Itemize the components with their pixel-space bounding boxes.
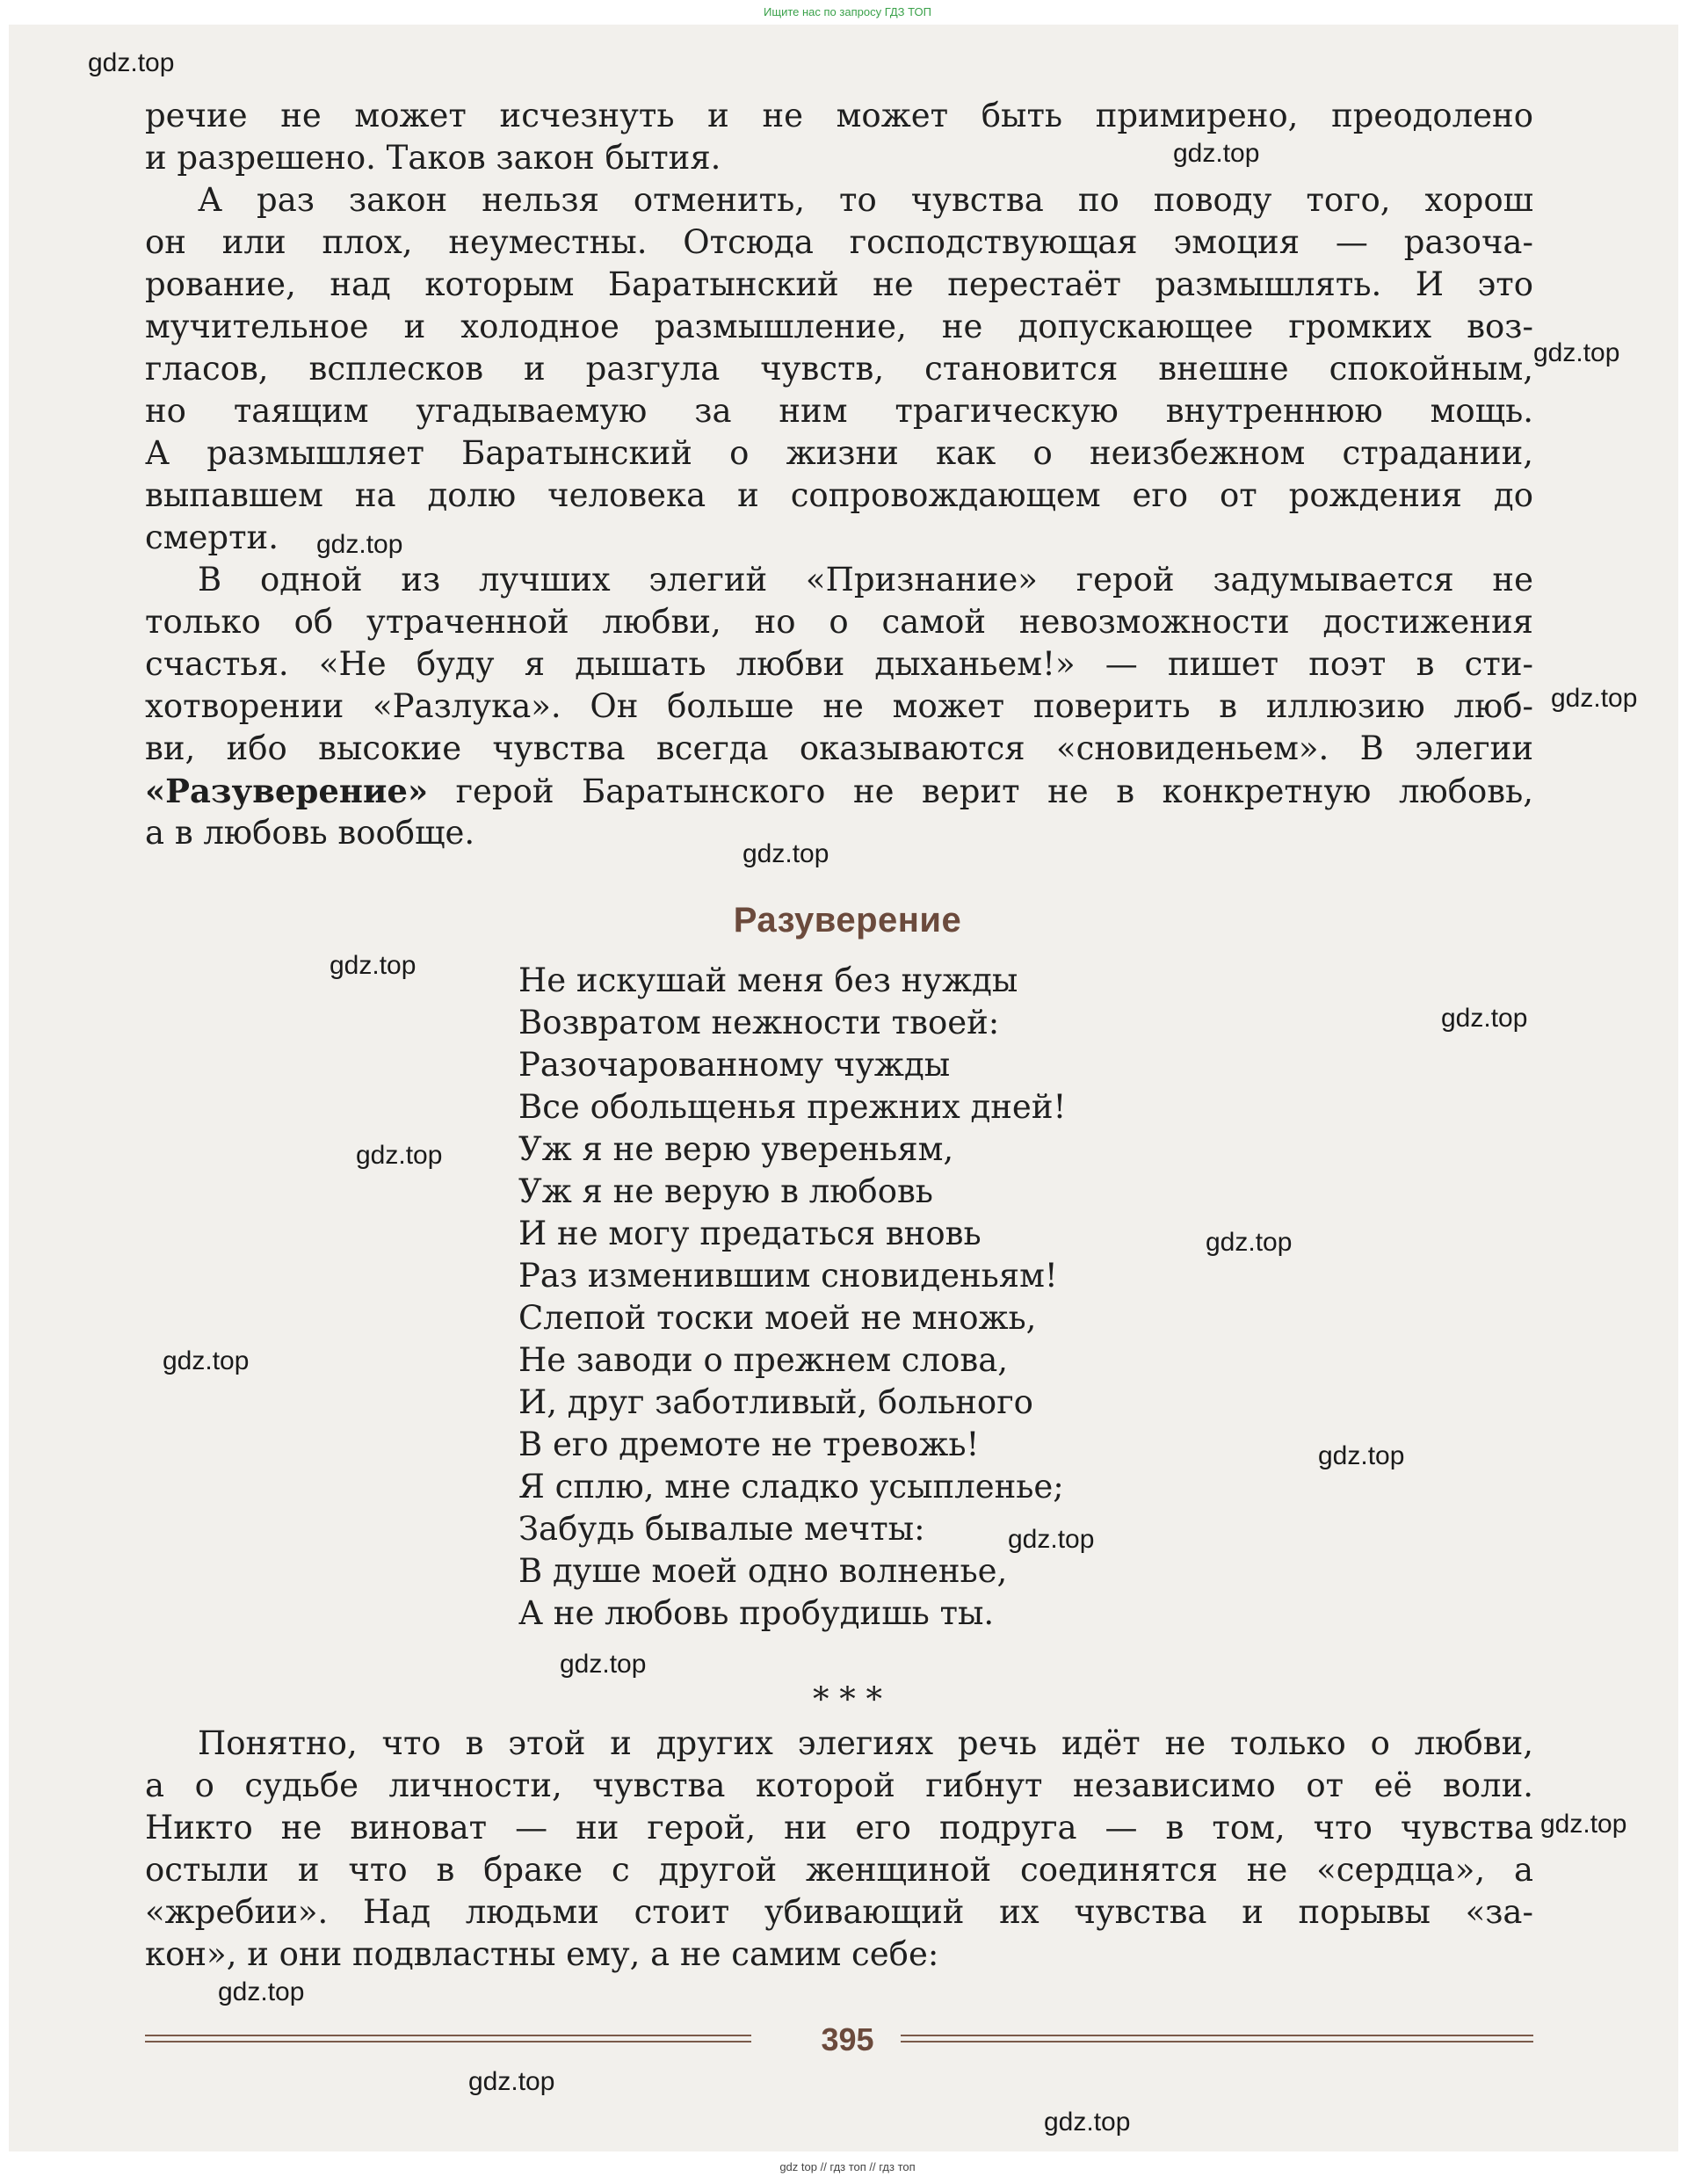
poem-line: Забудь бывалые мечты: <box>518 1510 925 1548</box>
section-separator: * * * <box>812 1680 883 1718</box>
text-line: рование, над которым Баратынский не перестаёт размышлять. И это <box>145 265 1533 303</box>
poem-line: Уж я не верю увереньям, <box>518 1130 954 1168</box>
text-fragment: герой Баратынского не верит не в конкретную любовь, <box>428 773 1533 810</box>
text-line: а в любовь вообще. <box>145 814 475 852</box>
text-line: хотворении «Разлука». Он больше не может поверить в иллюзию люб- <box>145 687 1533 725</box>
text-line: гласов, всплесков и разгула чувств, становится внешне спокойным, <box>145 350 1533 388</box>
text-line: А размышляет Баратынский о жизни как о неизбежном страдании, <box>145 434 1533 472</box>
text-line: мучительное и холодное размышление, не допускающее громких воз- <box>145 308 1533 345</box>
watermark: gdz.top <box>1533 338 1620 367</box>
poem-line: В душе моей одно волненье, <box>518 1552 1008 1590</box>
text-line: он или плох, неуместны. Отсюда господствующая эмоция — разоча- <box>145 223 1533 261</box>
text-line: А раз закон нельзя отменить, то чувства по поводу того, хорош <box>198 181 1533 219</box>
text-line: Никто не виноват — ни герой, ни его подруга — в том, что чувства <box>145 1809 1533 1847</box>
watermark: gdz.top <box>356 1141 443 1170</box>
text-line: В одной из лучших элегий «Признание» герой задумывается не <box>198 561 1533 599</box>
text-line: «жребии». Над людьми стоит убивающий их чувства и порывы «за- <box>145 1893 1533 1931</box>
watermark: gdz.top <box>163 1346 250 1375</box>
text-line <box>145 770 1533 812</box>
text-line: кон», и они подвластны ему, а не самим себе: <box>145 1935 939 1973</box>
text-line: только об утраченной любви, но о самой невозможности достижения <box>145 603 1533 641</box>
text-line: речие не может исчезнуть и не может быть примирено, преодолено <box>145 97 1533 134</box>
watermark: gdz.top <box>1206 1228 1293 1257</box>
text-line: Понятно, что в этой и других элегиях речь идёт не только о любви, <box>198 1724 1533 1762</box>
watermark: gdz.top <box>1173 139 1260 168</box>
poem-title-reference: «Разуверение» <box>145 772 429 810</box>
watermark: gdz.top <box>742 839 829 868</box>
text-line: ви, ибо высокие чувства всегда оказываются «сновиденьем». В элегии <box>145 729 1533 767</box>
watermark: gdz.top <box>1008 1525 1095 1554</box>
poem-line: Уж я не верую в любовь <box>518 1172 933 1210</box>
watermark: gdz.top <box>218 1977 305 2006</box>
page-number: 395 <box>821 2021 874 2057</box>
poem-line: А не любовь пробудишь ты. <box>518 1594 995 1632</box>
poem-line: Раз изменившим сновиденьям! <box>518 1257 1058 1295</box>
text-line: но таящим угадываемую за ним трагическую внутреннюю мощь. <box>145 392 1533 430</box>
watermark: gdz.top <box>1551 684 1638 713</box>
watermark: gdz.top <box>316 530 403 559</box>
poem-line: Не заводи о прежнем слова, <box>518 1341 1009 1379</box>
poem-line: Я сплю, мне сладко усыпленье; <box>518 1468 1064 1506</box>
poem-line: Все обольщенья прежних дней! <box>518 1088 1067 1126</box>
watermark: gdz.top <box>560 1650 647 1679</box>
watermark: gdz.top <box>1540 1810 1627 1839</box>
poem-line: В его дремоте не тревожь! <box>518 1426 980 1463</box>
text-line: смерти. <box>145 519 279 556</box>
poem-line: Не искушай меня без нужды <box>518 961 1018 999</box>
top-banner[interactable]: Ищите нас по запросу ГДЗ ТОП <box>764 5 931 18</box>
watermark: gdz.top <box>468 2067 555 2096</box>
poem-line: Разочарованному чужды <box>518 1046 951 1084</box>
watermark: gdz.top <box>330 951 417 980</box>
poem-title: Разуверение <box>733 901 962 940</box>
footer-links[interactable]: gdz top // гдз топ // гдз топ <box>779 2160 916 2173</box>
text-line: выпавшем на долю человека и сопровождающем его от рождения до <box>145 476 1533 514</box>
poem-line: И не могу предаться вновь <box>518 1215 982 1252</box>
text-line: а о судьбе личности, чувства которой гибнут независимо от её воли. <box>145 1767 1533 1804</box>
watermark: gdz.top <box>88 48 175 77</box>
text-line: счастья. «Не буду я дышать любви дыханьем!» — пишет поэт в сти- <box>145 645 1533 683</box>
watermark: gdz.top <box>1441 1004 1528 1033</box>
text-line: остыли и что в браке с другой женщиной соединятся не «сердца», а <box>145 1851 1533 1889</box>
poem-line: Слепой тоски моей не множь, <box>518 1299 1037 1337</box>
poem-line: Возвратом нежности твоей: <box>518 1004 1000 1041</box>
watermark: gdz.top <box>1044 2108 1131 2137</box>
watermark: gdz.top <box>1318 1441 1405 1470</box>
text-line: и разрешено. Таков закон бытия. <box>145 139 721 177</box>
poem-line: И, друг заботливый, больного <box>518 1383 1033 1421</box>
